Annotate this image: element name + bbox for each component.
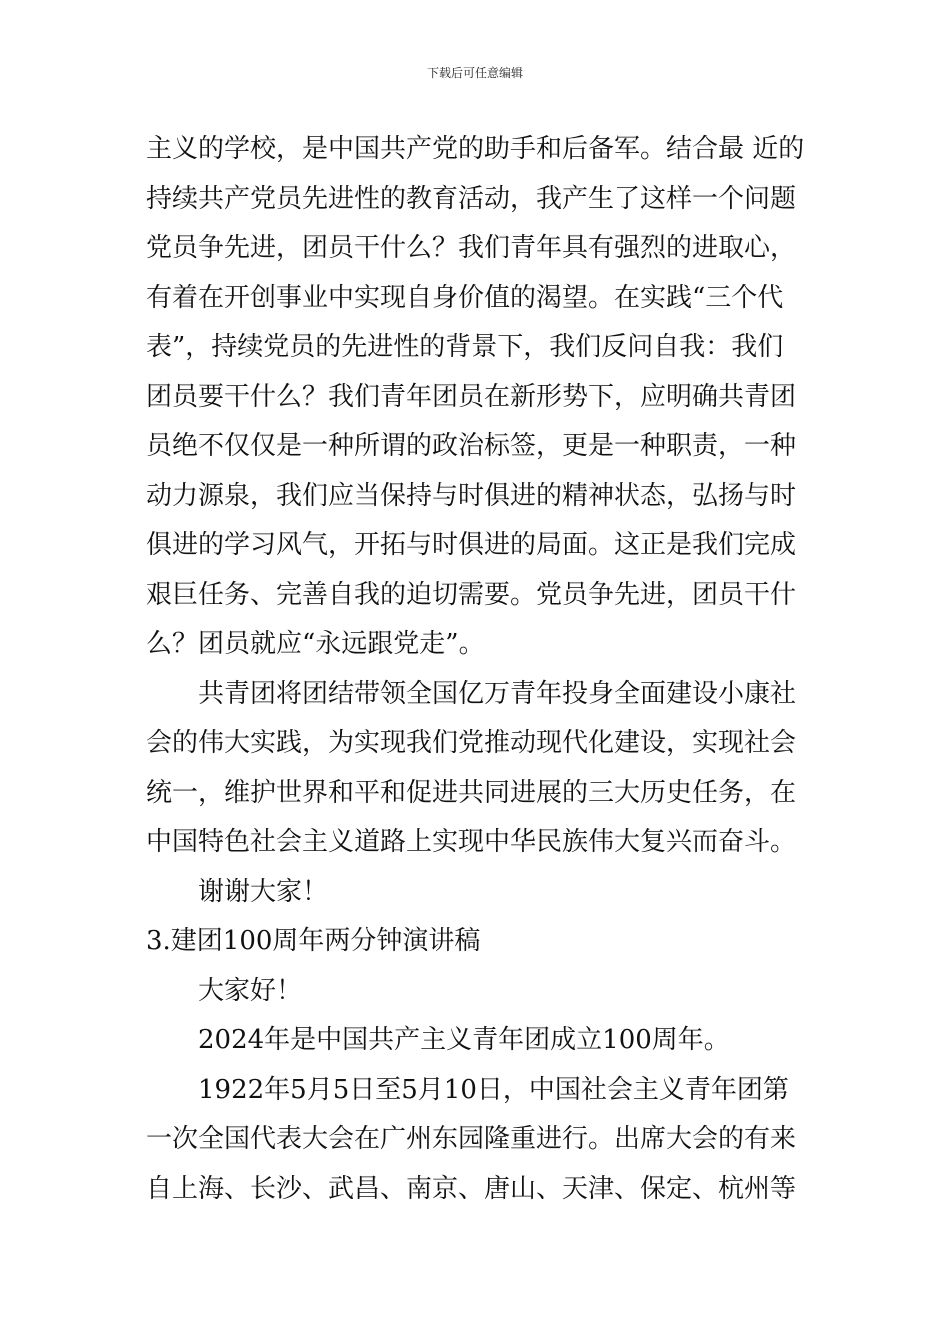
text-line: 么？团员就应“永远跟党走”。 (146, 629, 485, 659)
text-line: 团员要干什么？我们青年团员在新形势下，应明确共青团 (146, 381, 797, 412)
text-line: 党员争先进，团员干什么？我们青年具有强烈的进取心， (146, 233, 797, 263)
text-line: 俱进的学习风气，开拓与时俱进的局面。这正是我们完成 (146, 530, 797, 560)
text-line: 主义的学校，是中国共产党的助手和后备军。结合最 近的 (146, 134, 805, 164)
text-line: 中国特色社会主义道路上实现中华民族伟大复兴而奋斗。 (146, 827, 797, 857)
document-body (146, 125, 808, 1214)
text-line: 会的伟大实践，为实现我们党推动现代化建设，实现社会 (146, 728, 797, 758)
closing-thanks: 谢谢大家！ (198, 876, 329, 907)
text-line: 持续共产党员先进性的教育活动，我产生了这样一个问题 (146, 183, 797, 214)
text-line: 表”，持续党员的先进性的背景下，我们反问自我：我们 (146, 332, 784, 362)
text-line: 员绝不仅仅是一种所谓的政治标签，更是一种职责，一种 (146, 431, 797, 461)
paragraph-first-line: 1922年5月5日至5月10日，中国社会主义青年团第 (198, 1074, 789, 1105)
greeting: 大家好！ (198, 975, 303, 1006)
paragraph-first-line: 2024年是中国共产主义青年团成立100周年。 (198, 1025, 730, 1055)
section-heading: 3.建团100周年两分钟演讲稿 (146, 926, 481, 956)
paragraph-first-line: 共青团将团结带领全国亿万青年投身全面建设小康社 (198, 678, 797, 709)
text-line: 自上海、长沙、武昌、南京、唐山、天津、保定、杭州等 (146, 1173, 797, 1204)
text-line: 有着在开创事业中实现自身价值的渴望。在实践“三个代 (146, 282, 784, 313)
text-line: 统一，维护世界和平和促进共同进展的三大历史任务，在 (146, 777, 797, 808)
text-line: 艰巨任务、完善自我的迫切需要。党员争先进，团员干什 (146, 579, 797, 610)
text-line: 动力源泉，我们应当保持与时俱进的精神状态，弘扬与时 (146, 480, 797, 511)
text-line: 一次全国代表大会在广州东园隆重进行。出席大会的有来 (146, 1124, 797, 1154)
page-header: 下载后可任意编辑 (426, 66, 523, 80)
